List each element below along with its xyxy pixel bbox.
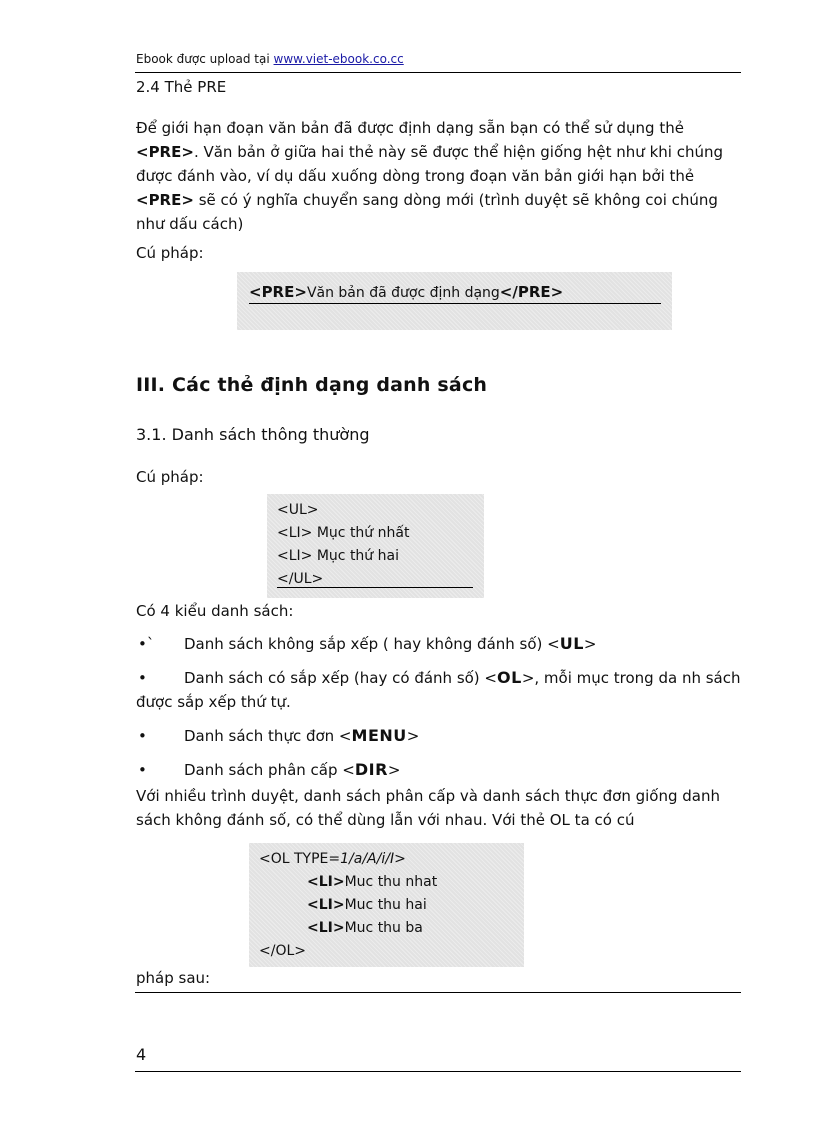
- code-line: </UL>: [277, 571, 473, 588]
- header-rule: [135, 72, 741, 73]
- syntax-continuation: pháp sau:: [136, 969, 211, 987]
- pre-tag: <PRE>: [136, 143, 194, 161]
- syntax-label: Cú pháp:: [136, 244, 204, 262]
- header-text: Ebook được upload tại: [136, 52, 270, 66]
- pre-tag: <PRE>: [136, 191, 194, 209]
- list-item: • Danh sách phân cấp <DIR>: [136, 758, 746, 782]
- list-note-paragraph: Với nhiều trình duyệt, danh sách phân cấp và danh sách thực đơn giống danh sách không đánh số, có thể dùng lẫn với nhau. Với thẻ OL ta có cú: [136, 787, 720, 829]
- code-line: <UL>: [277, 502, 319, 518]
- section-title-3-1: 3.1. Danh sách thông thường: [136, 425, 370, 444]
- code-line: <LI>Muc thu hai: [307, 897, 427, 913]
- list-types: [136, 632, 746, 792]
- bullet-marker: •: [138, 727, 147, 745]
- list-item: • Danh sách thực đơn <MENU>: [136, 724, 746, 748]
- page-number: 4: [136, 1045, 147, 1064]
- list-item: •` Danh sách không sắp xếp ( hay không đánh số) <UL>: [136, 632, 746, 656]
- section-title-2-4: 2.4 Thẻ PRE: [136, 78, 227, 96]
- list-types-label: Có 4 kiểu danh sách:: [136, 602, 294, 620]
- code-line: <LI>Muc thu nhat: [307, 874, 438, 890]
- list-item: • Danh sách có sắp xếp (hay có đánh số) <OL>, mỗi mục trong da nh sách được sắp xếp thứ tự.: [136, 668, 741, 711]
- footer-rule-top: [135, 992, 741, 993]
- pre-description: Để giới hạn đoạn văn bản đã được định dạng sẵn bạn có thể sử dụng thẻ <PRE>. Văn bản ở giữa hai thẻ này sẽ được thể hiện giống hệt như khi chúng được đánh vào, ví dụ dấu xuống dòng trong đoạn văn bản giới hạn bởi thẻ <PRE> sẽ có ý nghĩa chuyển sang dòng mới (trình duyệt sẽ không coi chúng như dấu cách): [136, 119, 724, 233]
- page-header: [136, 52, 404, 66]
- header-link[interactable]: www.viet-ebook.co.cc: [273, 52, 404, 66]
- ol-code-box: [249, 843, 524, 967]
- code-line: <LI>Muc thu ba: [307, 920, 423, 936]
- syntax-label: Cú pháp:: [136, 468, 204, 486]
- bullet-marker: •: [138, 761, 147, 779]
- code-line: <LI> Mục thứ nhất: [277, 525, 410, 541]
- ul-code-box: [267, 494, 484, 598]
- code-line: </OL>: [259, 943, 306, 959]
- bullet-marker: •: [138, 669, 147, 687]
- section-title-iii: III. Các thẻ định dạng danh sách: [136, 374, 488, 396]
- bullet-marker: •`: [138, 635, 155, 653]
- code-line: <OL TYPE=1/a/A/i/I>: [259, 851, 406, 867]
- pre-code-box: [237, 272, 672, 330]
- pre-code-line: <PRE>Văn bản đã được định dạng</PRE>: [249, 283, 661, 304]
- code-line: <LI> Mục thứ hai: [277, 548, 399, 564]
- footer-rule-bottom: [135, 1071, 741, 1072]
